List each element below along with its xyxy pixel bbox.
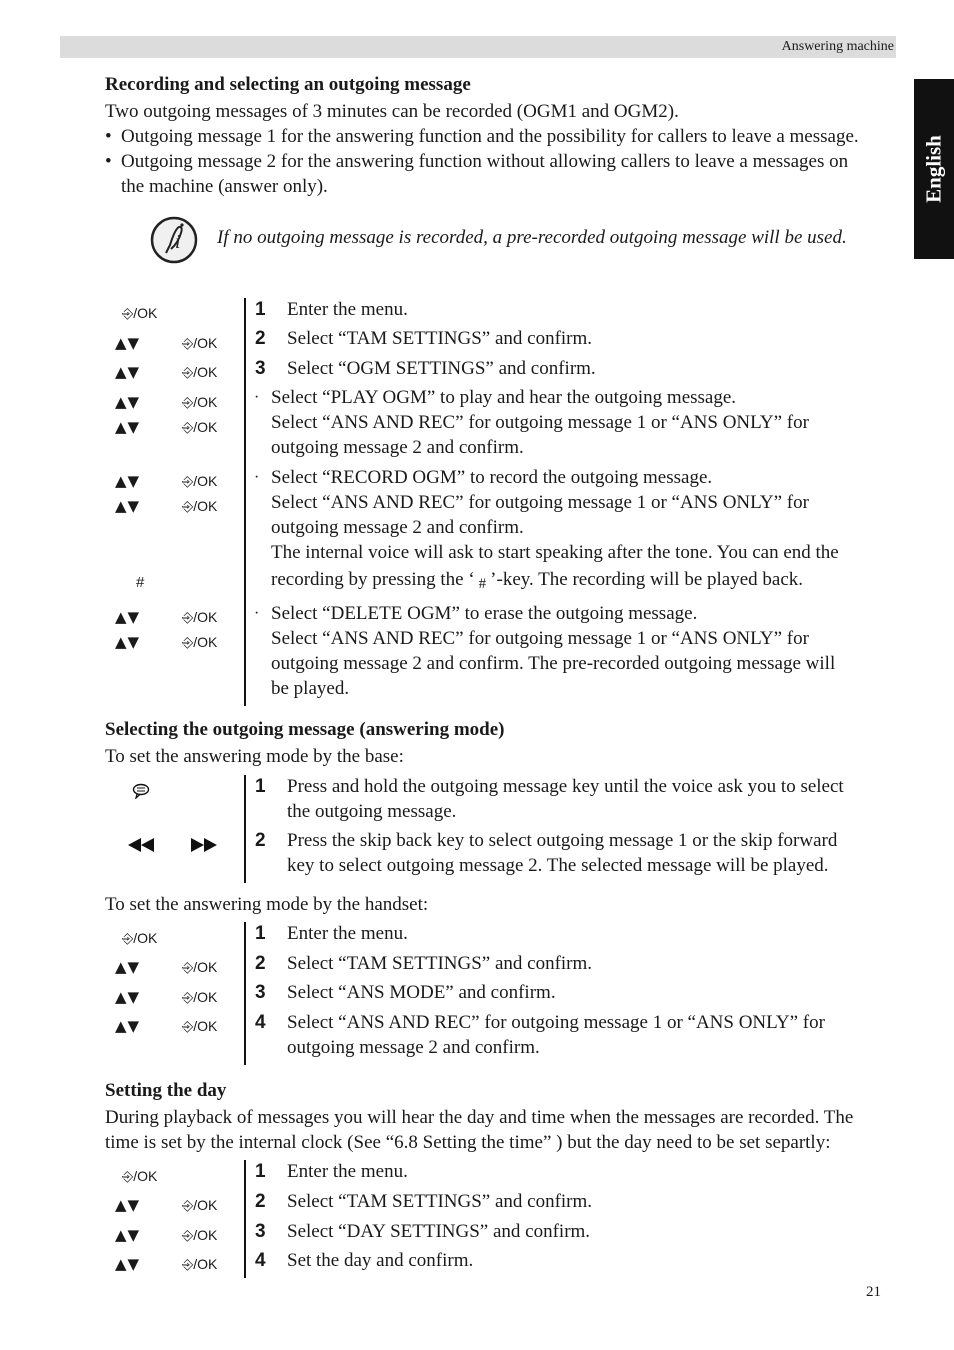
record-ogm-line4: The internal voice will ask to start speaking after the tone. You can end the: [271, 542, 839, 563]
ok-key-icon: ⎆/OK: [182, 364, 218, 380]
ok-key-icon: ⎆/OK: [182, 1256, 218, 1272]
day-intro-line1: During playback of messages you will hear the day and time when the messages are recorded. The: [105, 1107, 854, 1128]
step-divider: [244, 775, 246, 883]
language-label: English: [921, 135, 946, 203]
page-number: 21: [866, 1284, 881, 1300]
up-down-keys-icon: ▲▼: [115, 1255, 141, 1273]
day-intro-line2: time is set by the internal clock (See “6.8 Setting the time” ) but the day need to be set separtly:: [105, 1132, 831, 1153]
skip-back-icon: [127, 837, 155, 853]
step-text: Select “TAM SETTINGS” and confirm.: [287, 328, 593, 349]
section-title-recording: Recording and selecting an outgoing message: [105, 74, 471, 95]
ok-key-icon: ⎆/OK: [182, 419, 218, 435]
up-down-keys-icon: ▲▼: [115, 1196, 141, 1214]
step-text: Select “TAM SETTINGS” and confirm.: [287, 953, 593, 974]
step-number: 2: [255, 1191, 266, 1212]
up-down-keys-icon: ▲▼: [115, 1226, 141, 1244]
step-divider: [244, 298, 246, 706]
bullet-ogm1: Outgoing message 1 for the answering function and the possibility for callers to leave a message.: [121, 126, 859, 147]
step-text: Set the day and confirm.: [287, 1250, 474, 1271]
step-number: 3: [255, 1221, 266, 1242]
section-title-answering-mode: Selecting the outgoing message (answering mode): [105, 719, 505, 740]
step-number: 3: [255, 982, 266, 1003]
language-tab: [914, 79, 954, 259]
step-text: Enter the menu.: [287, 923, 408, 944]
step-number: 1: [255, 299, 266, 320]
bullet-ogm2-line1: Outgoing message 2 for the answering function without allowing callers to leave a messages on: [121, 151, 849, 172]
record-ogm-line1: Select “RECORD OGM” to record the outgoing message.: [271, 467, 713, 488]
step-number: 2: [255, 953, 266, 974]
step-text: Press and hold the outgoing message key until the voice ask you to select: [287, 776, 844, 797]
ok-key-icon: ⎆/OK: [122, 1168, 158, 1184]
ok-key-icon: ⎆/OK: [122, 930, 158, 946]
ok-key-icon: ⎆/OK: [182, 634, 218, 650]
hash-key-inline: #: [478, 576, 487, 592]
section-name: Answering machine: [781, 39, 894, 54]
note-text: If no outgoing message is recorded, a pre-recorded outgoing message will be used.: [217, 227, 847, 248]
ok-key-icon: ⎆/OK: [182, 959, 218, 975]
delete-ogm-line4: be played.: [271, 678, 350, 699]
step-text: outgoing message 2 and confirm.: [287, 1037, 540, 1058]
play-ogm-line3: outgoing message 2 and confirm.: [271, 437, 524, 458]
step-divider: [244, 1160, 246, 1278]
skip-forward-icon: [190, 837, 218, 853]
step-number: 1: [255, 1161, 266, 1182]
record-ogm-line3: outgoing message 2 and confirm.: [271, 517, 524, 538]
step-text: Press the skip back key to select outgoing message 1 or the skip forward: [287, 830, 838, 851]
step-text: Enter the menu.: [287, 299, 408, 320]
step-number: 4: [255, 1012, 266, 1033]
up-down-keys-icon: ▲▼: [115, 633, 141, 651]
record-ogm-line2: Select “ANS AND REC” for outgoing message 1 or “ANS ONLY” for: [271, 492, 809, 513]
svg-text:i: i: [175, 231, 181, 253]
ok-key-icon: ⎆/OK: [182, 609, 218, 625]
record-ogm-line5a: recording by pressing the ‘: [271, 569, 475, 590]
ok-key-icon: ⎆/OK: [182, 989, 218, 1005]
step-divider: [244, 922, 246, 1065]
up-down-keys-icon: ▲▼: [115, 988, 141, 1006]
delete-ogm-line1: Select “DELETE OGM” to erase the outgoing message.: [271, 603, 698, 624]
step-text: the outgoing message.: [287, 801, 457, 822]
ok-key-icon: ⎆/OK: [182, 473, 218, 489]
speech-bubble-icon: [132, 783, 150, 799]
intro-text: Two outgoing messages of 3 minutes can be recorded (OGM1 and OGM2).: [105, 101, 679, 122]
step-number: 3: [255, 358, 266, 379]
step-text: Select “ANS AND REC” for outgoing message 1 or “ANS ONLY” for: [287, 1012, 825, 1033]
step-number: 1: [255, 776, 266, 797]
info-icon: [149, 215, 199, 265]
up-down-keys-icon: ▲▼: [115, 334, 141, 352]
base-intro: To set the answering mode by the base:: [105, 746, 404, 767]
up-down-keys-icon: ▲▼: [115, 418, 141, 436]
bullet-marker: ·: [254, 605, 260, 622]
up-down-keys-icon: ▲▼: [115, 472, 141, 490]
up-down-keys-icon: ▲▼: [115, 1017, 141, 1035]
step-text: Select “DAY SETTINGS” and confirm.: [287, 1221, 591, 1242]
bullet-ogm2-line2: the machine (answer only).: [121, 176, 328, 197]
up-down-keys-icon: ▲▼: [115, 958, 141, 976]
play-ogm-line2: Select “ANS AND REC” for outgoing message 1 or “ANS ONLY” for: [271, 412, 809, 433]
ok-key-icon: ⎆/OK: [122, 305, 158, 321]
step-number: 4: [255, 1250, 266, 1271]
up-down-keys-icon: ▲▼: [115, 393, 141, 411]
handset-intro: To set the answering mode by the handset:: [105, 894, 429, 915]
step-text: key to select outgoing message 2. The selected message will be played.: [287, 855, 829, 876]
header-bar: [60, 36, 896, 58]
ok-key-icon: ⎆/OK: [182, 1197, 218, 1213]
ok-key-icon: ⎆/OK: [182, 335, 218, 351]
bullet-marker: •: [105, 151, 112, 172]
ok-key-icon: ⎆/OK: [182, 394, 218, 410]
up-down-keys-icon: ▲▼: [115, 363, 141, 381]
step-text: Enter the menu.: [287, 1161, 408, 1182]
step-text: Select “TAM SETTINGS” and confirm.: [287, 1191, 593, 1212]
ok-key-icon: ⎆/OK: [182, 1018, 218, 1034]
bullet-marker: ·: [254, 469, 260, 486]
record-ogm-line5c: ’-key. The recording will be played back.: [490, 569, 804, 590]
up-down-keys-icon: ▲▼: [115, 608, 141, 626]
step-number: 1: [255, 923, 266, 944]
step-number: 2: [255, 328, 266, 349]
step-text: Select “ANS MODE” and confirm.: [287, 982, 556, 1003]
step-text: Select “OGM SETTINGS” and confirm.: [287, 358, 596, 379]
hash-key-icon: #: [136, 574, 145, 591]
step-number: 2: [255, 830, 266, 851]
delete-ogm-line2: Select “ANS AND REC” for outgoing message 1 or “ANS ONLY” for: [271, 628, 809, 649]
section-title-setting-day: Setting the day: [105, 1080, 227, 1101]
ok-key-icon: ⎆/OK: [182, 498, 218, 514]
delete-ogm-line3: outgoing message 2 and confirm. The pre-recorded outgoing message will: [271, 653, 836, 674]
record-ogm-line5: [271, 567, 803, 594]
bullet-marker: ·: [254, 389, 260, 406]
ok-key-icon: ⎆/OK: [182, 1227, 218, 1243]
up-down-keys-icon: ▲▼: [115, 497, 141, 515]
play-ogm-line1: Select “PLAY OGM” to play and hear the outgoing message.: [271, 387, 737, 408]
bullet-marker: •: [105, 126, 112, 147]
